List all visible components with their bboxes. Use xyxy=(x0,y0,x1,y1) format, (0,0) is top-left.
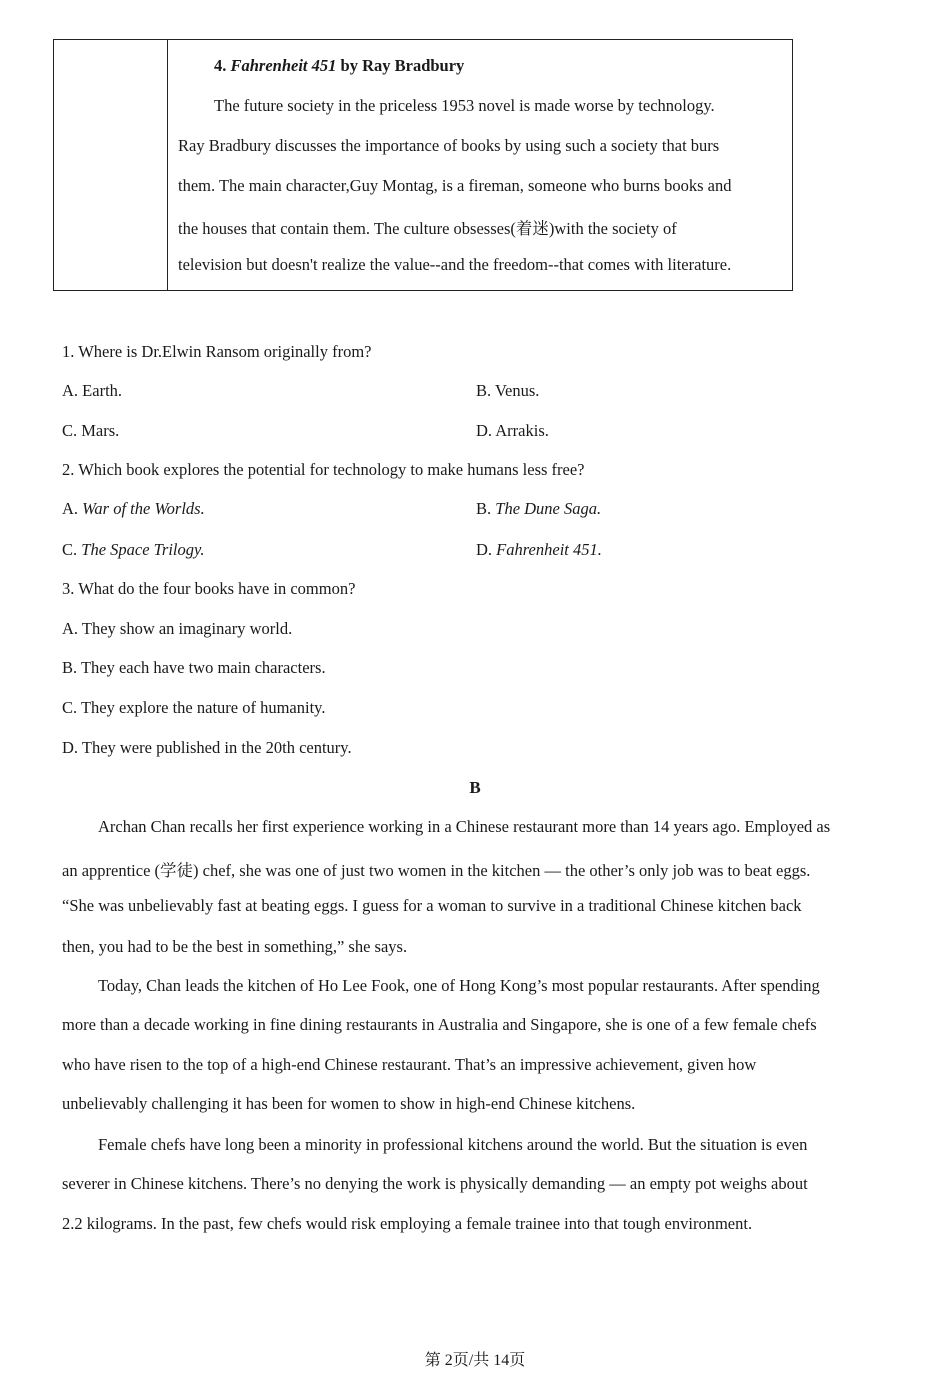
option-letter: B. xyxy=(476,499,492,518)
table-line: them. The main character,Guy Montag, is a fireman, someone who burns books and xyxy=(178,176,732,195)
q2-option-a xyxy=(62,499,205,519)
heading-number: 4. xyxy=(214,56,227,75)
passage-line: Female chefs have long been a minority in professional kitchens around the world. But the situation is even xyxy=(98,1135,808,1154)
heading-author: by Ray Bradbury xyxy=(340,56,465,75)
question-3-stem: 3. What do the four books have in common? xyxy=(62,579,356,598)
passage-line: more than a decade working in fine dining restaurants in Australia and Singapore, she is one of a few female chefs xyxy=(62,1015,817,1034)
option-book-title: War of the Worlds. xyxy=(82,499,205,518)
book-table xyxy=(53,39,793,291)
option-book-title: Fahrenheit 451. xyxy=(496,540,602,559)
passage-line: an apprentice (学徒) chef, she was one of just two women in the kitchen — the other’s only job was to beat eggs. xyxy=(62,861,811,880)
passage-line: severer in Chinese kitchens. There’s no denying the work is physically demanding — an empty pot weighs about xyxy=(62,1174,808,1193)
option-letter: C. xyxy=(62,540,78,559)
table-line: Ray Bradbury discusses the importance of books by using such a society that burs xyxy=(178,136,720,155)
table-line: television but doesn't realize the value--and the freedom--that comes with literature. xyxy=(178,255,732,274)
q3-option-c: C. They explore the nature of humanity. xyxy=(62,698,326,717)
q1-option-d: D. Arrakis. xyxy=(476,421,549,440)
question-2-stem: 2. Which book explores the potential for technology to make humans less free? xyxy=(62,460,585,479)
passage-line: then, you had to be the best in something,” she says. xyxy=(62,937,408,956)
option-book-title: The Space Trilogy. xyxy=(81,540,205,559)
option-book-title: The Dune Saga. xyxy=(495,499,602,518)
passage-line: “She was unbelievably fast at beating eggs. I guess for a woman to survive in a traditional Chinese kitchen back xyxy=(62,896,802,915)
table-column-divider xyxy=(167,40,168,290)
q2-option-c xyxy=(62,540,205,560)
q2-option-b xyxy=(476,499,601,519)
q1-option-b: B. Venus. xyxy=(476,381,540,400)
q3-option-b: B. They each have two main characters. xyxy=(62,658,326,677)
passage-line: who have risen to the top of a high-end Chinese restaurant. That’s an impressive achievement, given how xyxy=(62,1055,757,1074)
page-number: 第 2页/共 14页 xyxy=(424,1352,526,1369)
section-heading: B xyxy=(469,778,481,797)
table-line: the houses that contain them. The culture obsesses(着迷)with the society of xyxy=(178,219,677,238)
passage-line: 2.2 kilograms. In the past, few chefs would risk employing a female trainee into that tough environment. xyxy=(62,1214,753,1233)
passage-line: unbelievably challenging it has been for women to show in high-end Chinese kitchens. xyxy=(62,1094,636,1113)
passage-line: Today, Chan leads the kitchen of Ho Lee Fook, one of Hong Kong’s most popular restaurants. After spending xyxy=(98,976,820,995)
q1-option-c: C. Mars. xyxy=(62,421,120,440)
option-letter: D. xyxy=(476,540,493,559)
question-1-stem: 1. Where is Dr.Elwin Ransom originally from? xyxy=(62,342,372,361)
q2-option-d xyxy=(476,540,602,560)
q3-option-a: A. They show an imaginary world. xyxy=(62,619,293,638)
option-letter: A. xyxy=(62,499,79,518)
table-heading xyxy=(214,56,464,76)
q1-option-a: A. Earth. xyxy=(62,381,123,400)
q3-option-d: D. They were published in the 20th century. xyxy=(62,738,352,757)
table-line: The future society in the priceless 1953 novel is made worse by technology. xyxy=(214,96,715,115)
passage-line: Archan Chan recalls her first experience working in a Chinese restaurant more than 14 years ago. Employed as xyxy=(98,817,831,836)
heading-book-title: Fahrenheit 451 xyxy=(230,56,337,75)
